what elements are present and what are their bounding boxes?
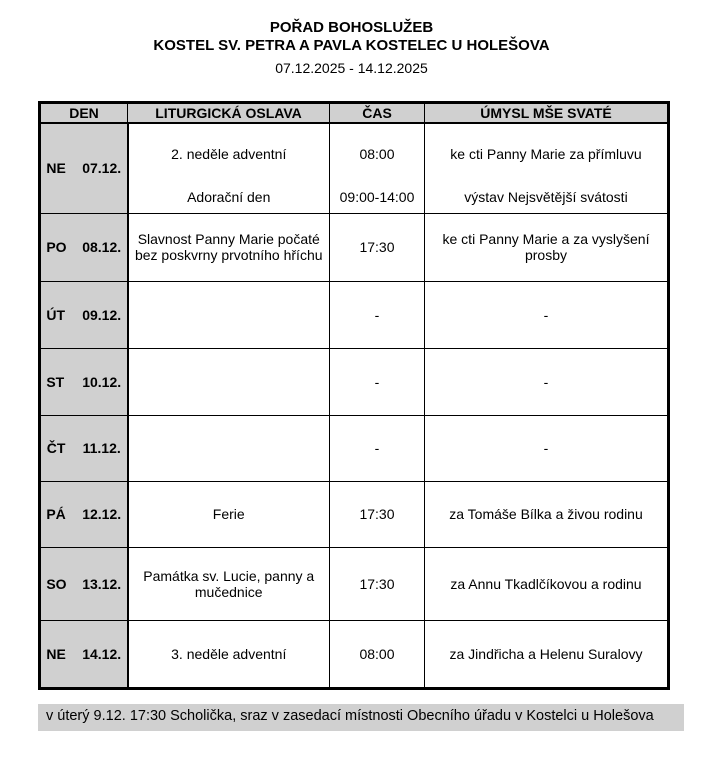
time-cell: 17:30 [330,547,425,620]
day-date: 10.12. [82,373,122,390]
time-cell: - [330,415,425,481]
intention-cell: - [425,415,669,481]
day-cell [40,281,128,348]
intention-cell [425,123,669,213]
day-date: 13.12. [82,575,122,592]
column-header-time: ČAS [330,103,425,124]
column-header-intention: ÚMYSL MŠE SVATÉ [425,103,669,124]
table-row [40,281,669,348]
table-header-row [40,103,669,124]
column-header-day: DEN [40,103,128,124]
time-cell: - [330,281,425,348]
intention-cell: za Tomáše Bílka a živou rodinu [425,481,669,547]
table-row [40,547,669,620]
day-date: 11.12. [82,440,121,456]
intention-cell: - [425,281,669,348]
day-cell [40,415,128,481]
day-date: 09.12. [82,306,122,323]
celebration-cell [128,415,330,481]
column-header-celebration: LITURGICKÁ OSLAVA [128,103,330,124]
time-cell: - [330,348,425,415]
celebration-cell: Památka sv. Lucie, panny a mučednice [128,547,330,620]
intention-text: ke cti Panny Marie za přímluvu [450,146,642,163]
celebration-cell: 3. neděle adventní [128,620,330,688]
day-abbr: ČT [46,440,66,456]
table-row [40,348,669,415]
time-cell: 17:30 [330,213,425,281]
table-row [40,415,669,481]
time-text-2: 09:00-14:00 [339,189,415,206]
celebration-cell [128,123,330,213]
celebration-text: 2. neděle adventní [171,146,287,163]
day-date: 07.12. [82,160,122,177]
celebration-cell: Slavnost Panny Marie počaté bez poskvrny prvotního hříchu [128,213,330,281]
time-text: 08:00 [359,146,395,163]
time-cell [330,123,425,213]
page-title: POŘAD BOHOSLUŽEB [269,19,434,36]
day-abbr: PÁ [46,506,66,522]
date-range: 07.12.2025 - 14.12.2025 [275,60,428,76]
day-abbr: NE [46,160,66,177]
day-cell [40,348,128,415]
schedule-table [38,101,670,690]
intention-cell: za Jindřicha a Helenu Suralovy [425,620,669,688]
day-cell [40,620,128,688]
day-cell [40,123,128,213]
day-cell [40,481,128,547]
celebration-cell [128,281,330,348]
time-cell: 17:30 [330,481,425,547]
day-cell [40,547,128,620]
day-date: 14.12. [82,645,122,662]
document-header [0,0,703,77]
church-name: KOSTEL SV. PETRA A PAVLA KOSTELEC U HOLEŠOVA [153,37,550,54]
celebration-cell: Ferie [128,481,330,547]
footer-note: v úterý 9.12. 17:30 Scholička, sraz v zasedací místnosti Obecního úřadu v Kostelci u Holešova [38,704,684,731]
time-cell: 08:00 [330,620,425,688]
intention-text-2: výstav Nejsvětější svátosti [464,189,628,206]
day-cell [40,213,128,281]
intention-cell: ke cti Panny Marie a za vyslyšení prosby [425,213,669,281]
day-abbr: ST [46,373,65,390]
day-abbr: NE [46,645,66,662]
day-date: 12.12. [82,506,122,522]
celebration-cell [128,348,330,415]
table-row [40,123,669,213]
table-row [40,620,669,688]
table-row [40,481,669,547]
day-date: 08.12. [82,239,122,255]
intention-cell: - [425,348,669,415]
celebration-text-2: Adorační den [187,189,271,206]
table-row [40,213,669,281]
day-abbr: PO [46,239,67,255]
day-abbr: ÚT [46,306,65,323]
intention-cell: za Annu Tkadlčíkovou a rodinu [425,547,669,620]
day-abbr: SO [46,575,67,592]
